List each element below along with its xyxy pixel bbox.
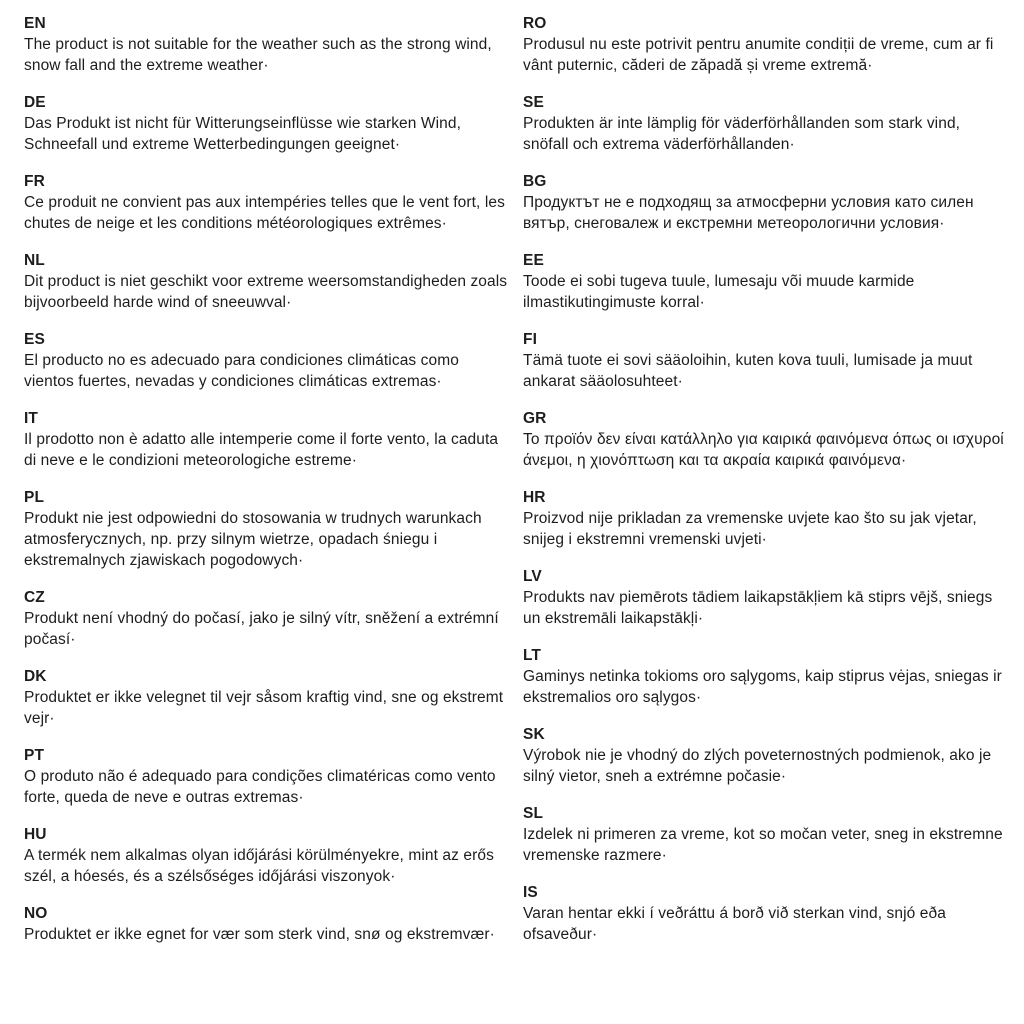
translation-text: Produktet er ikke egnet for vær som sterk vind, snø og ekstremvær·: [24, 926, 495, 943]
language-entry: [523, 13, 1008, 76]
language-entry: [523, 250, 1008, 313]
language-code: PT: [24, 747, 45, 764]
language-code: RO: [523, 15, 547, 32]
language-entry: [24, 171, 509, 234]
language-code: GR: [523, 410, 547, 427]
language-entry: [523, 408, 1008, 471]
language-entry: [523, 487, 1008, 550]
translation-text: El producto no es adecuado para condiciones climáticas como vientos fuertes, nevadas y condiciones climáticas extremas·: [24, 352, 459, 390]
language-entry: [24, 92, 509, 155]
translation-text: Produsul nu este potrivit pentru anumite condiții de vreme, cum ar fi vânt puternic, căderi de zăpadă și vreme extremă·: [523, 36, 994, 74]
translation-text: Das Produkt ist nicht für Witterungseinflüsse wie starken Wind, Schneefall und extreme Wetterbedingungen geeignet·: [24, 115, 462, 153]
language-code: NL: [24, 252, 45, 269]
language-code: SE: [523, 94, 544, 111]
language-entry: [24, 587, 509, 650]
translation-text: Produkts nav piemērots tādiem laikapstākļiem kā stiprs vējš, sniegs un ekstremāli laikapstākļi·: [523, 589, 993, 627]
language-code: LT: [523, 647, 541, 664]
language-code: PL: [24, 489, 45, 506]
language-entry: [523, 724, 1008, 787]
language-code: HU: [24, 826, 47, 843]
language-entry: [24, 824, 509, 887]
language-entry: [24, 666, 509, 729]
language-entry: [24, 408, 509, 471]
translation-text: Gaminys netinka tokioms oro sąlygoms, kaip stiprus vėjas, sniegas ir ekstremalios oro sąlygos·: [523, 668, 1002, 706]
language-code: NO: [24, 905, 48, 922]
language-code: FR: [24, 173, 45, 190]
translation-text: Продуктът не е подходящ за атмосферни условия като силен вятър, снеговалеж и екстремни метеорологични условия·: [523, 194, 974, 232]
language-entry: [24, 745, 509, 808]
language-code: IT: [24, 410, 38, 427]
language-code: ES: [24, 331, 45, 348]
language-code: EE: [523, 252, 544, 269]
left-column: [24, 13, 509, 961]
translation-text: Ce produit ne convient pas aux intempéries telles que le vent fort, les chutes de neige et les conditions météorologiques extrêmes·: [24, 194, 505, 232]
language-entry: [523, 329, 1008, 392]
translation-text: Il prodotto non è adatto alle intemperie come il forte vento, la caduta di neve e le condizioni meteorologiche estreme·: [24, 431, 499, 469]
translation-text: Toode ei sobi tugeva tuule, lumesaju või muude karmide ilmastikutingimuste korral·: [523, 273, 915, 311]
language-code: SK: [523, 726, 545, 743]
language-code: DK: [24, 668, 47, 685]
language-code: CZ: [24, 589, 45, 606]
translation-text: Výrobok nie je vhodný do zlých poveternostných podmienok, ako je silný vietor, sneh a extrémne počasie·: [523, 747, 992, 785]
translation-text: Tämä tuote ei sovi sääoloihin, kuten kova tuuli, lumisade ja muut ankarat sääolosuhteet·: [523, 352, 973, 390]
translation-text: Το προϊόν δεν είναι κατάλληλο για καιρικά φαινόμενα όπως οι ισχυροί άνεμοι, η χιονόπτωση και τα ακραία καιρικά φαινόμενα·: [523, 431, 1004, 469]
translation-text: Izdelek ni primeren za vreme, kot so močan veter, sneg in ekstremne vremenske razmere·: [523, 826, 1003, 864]
language-entry: [24, 13, 509, 76]
translation-text: The product is not suitable for the weather such as the strong wind, snow fall and the extreme weather·: [24, 36, 492, 74]
language-entry: [24, 903, 509, 945]
translation-text: Produkten är inte lämplig för väderförhållanden som stark vind, snöfall och extrema väderförhållanden·: [523, 115, 961, 153]
translation-text: O produto não é adequado para condições climatéricas como vento forte, queda de neve e outras extremas·: [24, 768, 496, 806]
language-entry: [523, 803, 1008, 866]
translation-text: A termék nem alkalmas olyan időjárási körülményekre, mint az erős szél, a hóesés, és a szélsőséges időjárási viszonyok·: [24, 847, 494, 885]
language-entry: [523, 566, 1008, 629]
translation-text: Produkt nie jest odpowiedni do stosowania w trudnych warunkach atmosferycznych, np. przy silnym wietrze, opadach śniegu i ekstremalnych zjawiskach pogodowych·: [24, 510, 482, 569]
language-entry: [523, 882, 1008, 945]
language-entry: [523, 92, 1008, 155]
language-code: SL: [523, 805, 544, 822]
language-code: EN: [24, 15, 46, 32]
translation-text: Varan hentar ekki í veðráttu á borð við sterkan vind, snjó eða ofsaveður·: [523, 905, 946, 943]
language-entry: [24, 487, 509, 571]
translation-text: Dit product is niet geschikt voor extreme weersomstandigheden zoals bijvoorbeeld harde wind of sneeuwval·: [24, 273, 508, 311]
language-code: HR: [523, 489, 546, 506]
language-code: IS: [523, 884, 538, 901]
translation-text: Produktet er ikke velegnet til vejr såsom kraftig vind, sne og ekstremt vejr·: [24, 689, 504, 727]
language-code: LV: [523, 568, 542, 585]
language-entry: [523, 645, 1008, 708]
language-entry: [24, 250, 509, 313]
language-code: FI: [523, 331, 537, 348]
language-entry: [523, 171, 1008, 234]
language-code: BG: [523, 173, 547, 190]
language-entry: [24, 329, 509, 392]
language-code: DE: [24, 94, 46, 111]
translation-text: Proizvod nije prikladan za vremenske uvjete kao što su jak vjetar, snijeg i ekstremni vremenski uvjeti·: [523, 510, 977, 548]
right-column: [523, 13, 1008, 961]
translation-text: Produkt není vhodný do počasí, jako je silný vítr, sněžení a extrémní počasí·: [24, 610, 499, 648]
